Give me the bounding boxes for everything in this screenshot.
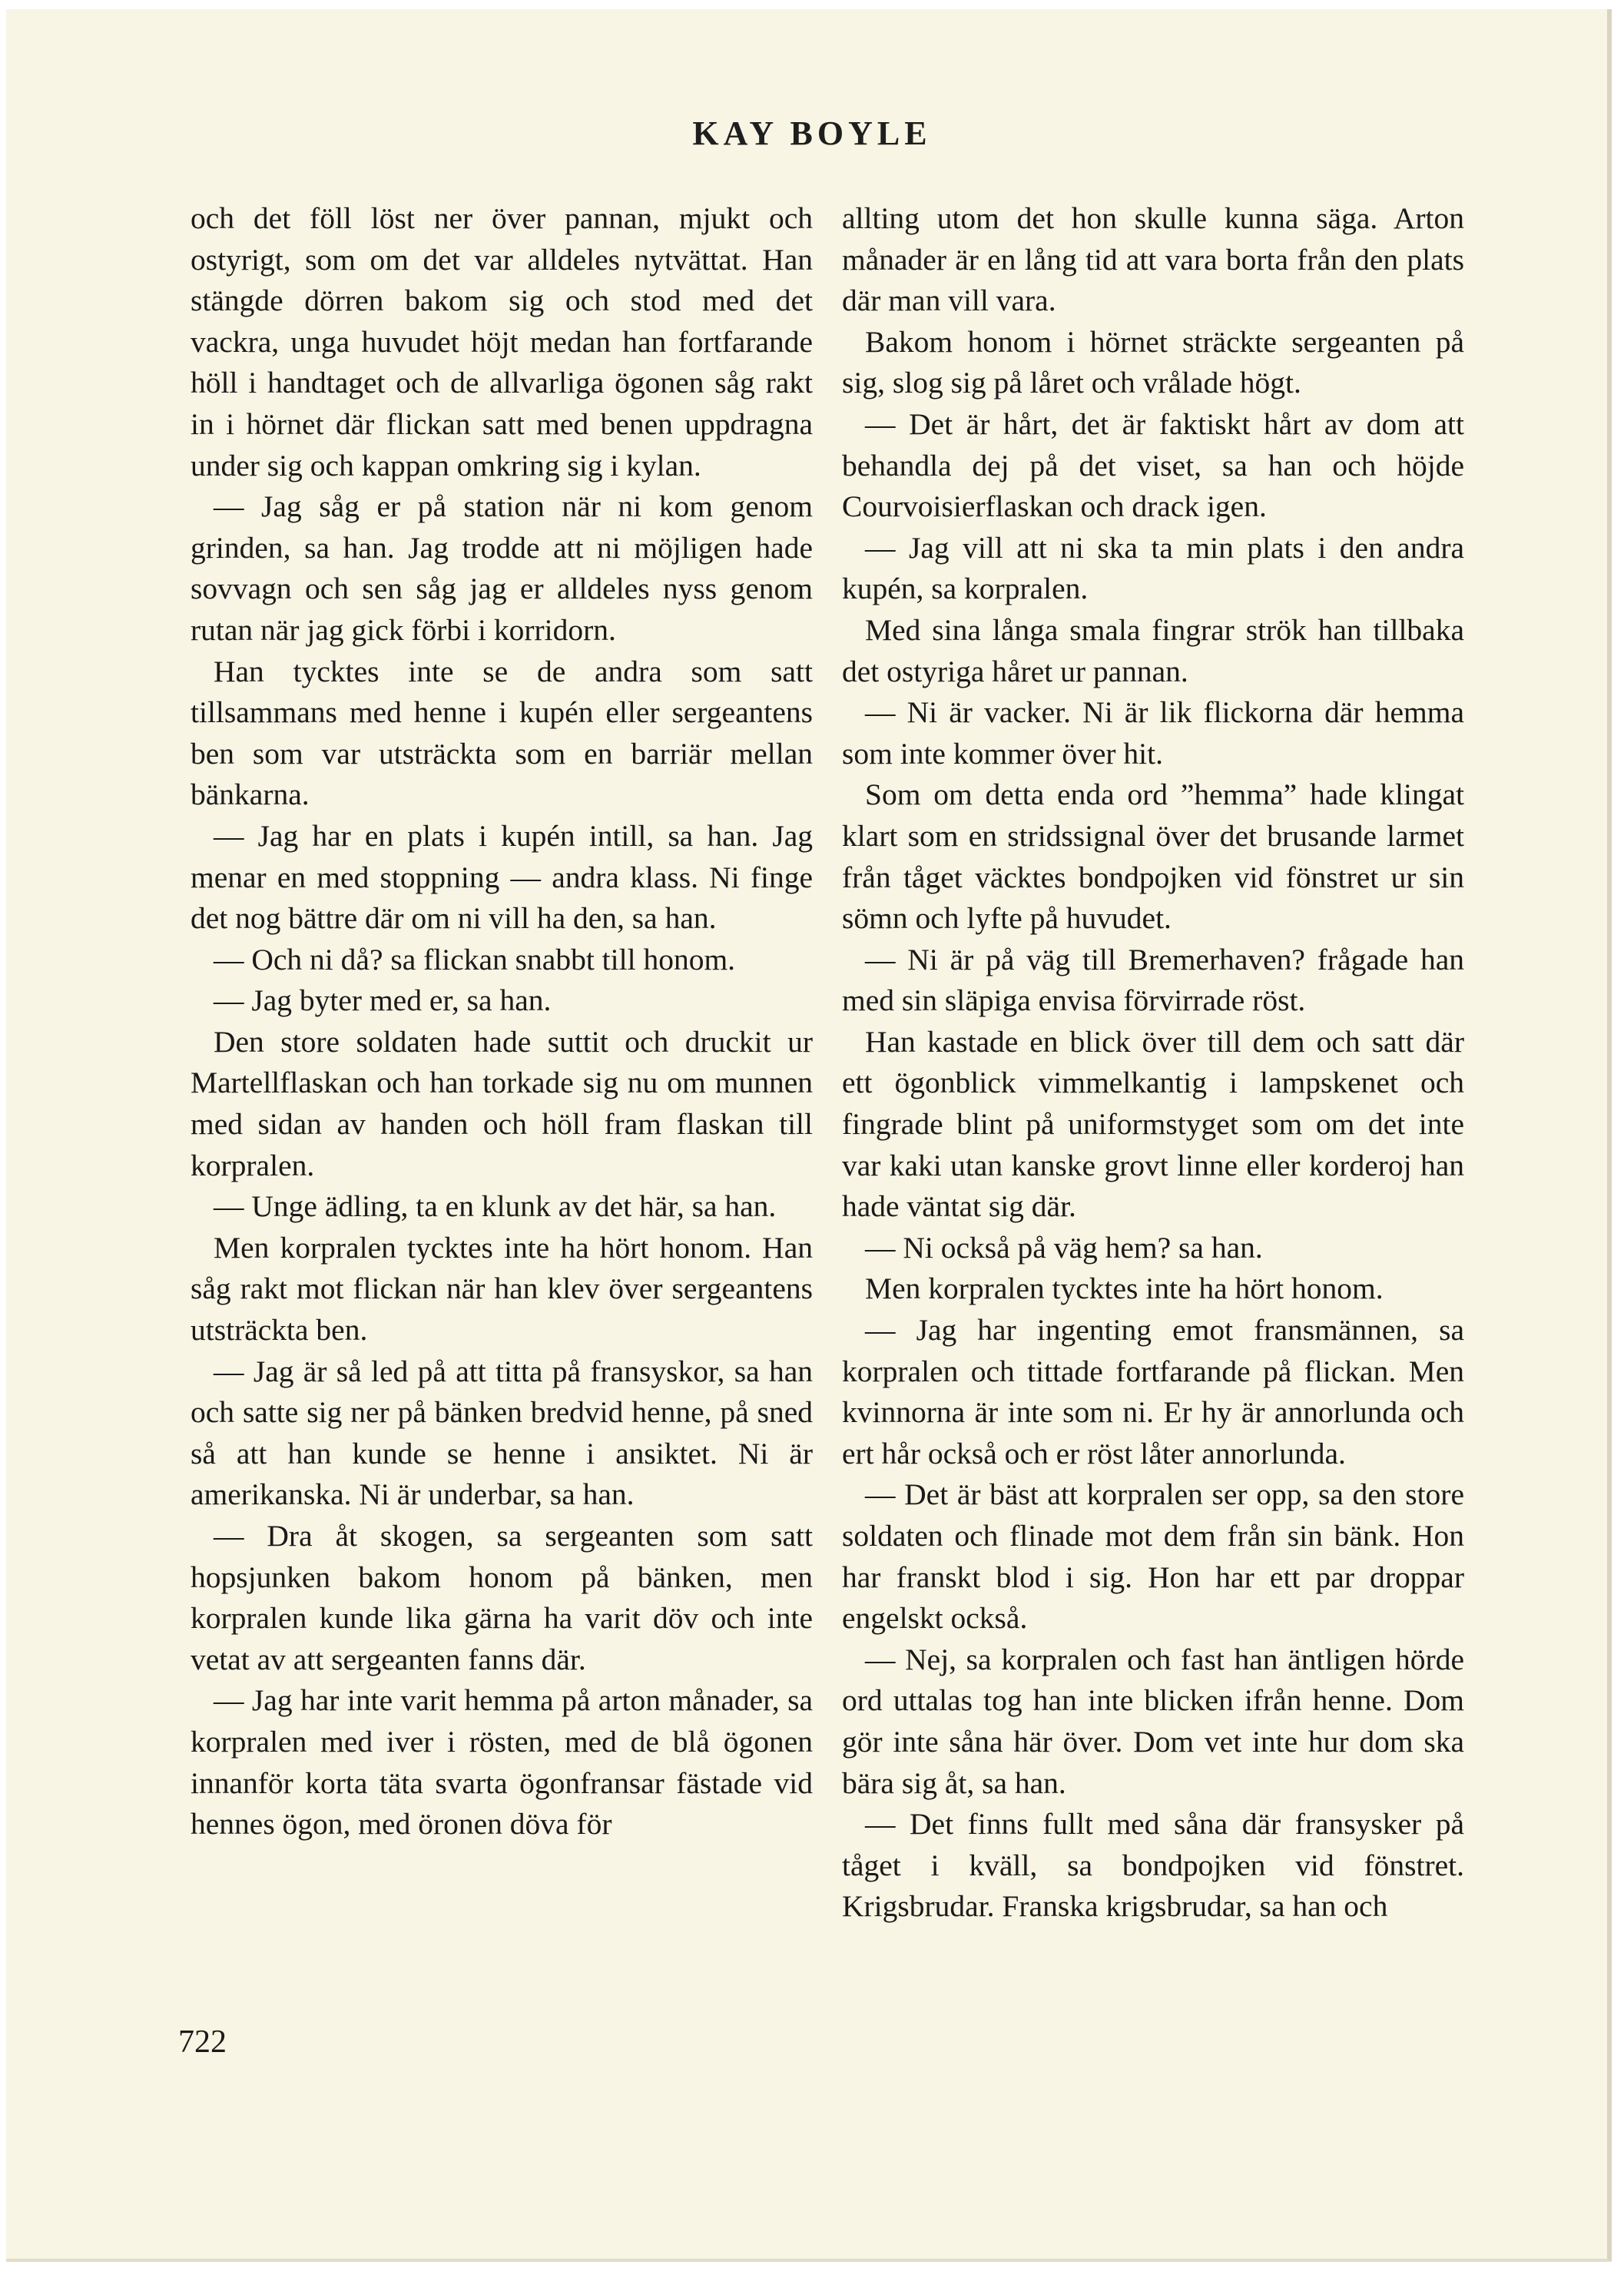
paragraph: — Nej, sa korpralen och fast han äntligen hörde ord uttalas tog han inte blicken ifrån henne. Dom gör inte såna här över. Dom vet inte hur dom ska bära sig åt, sa han. (842, 1642, 1464, 1800)
paragraph: — Och ni då? sa flickan snabbt till honom. (214, 942, 736, 976)
paragraph: — Det är hårt, det är faktiskt hårt av dom att behandla dej på det viset, sa han och höjde Courvoisierflaskan och drack igen. (842, 406, 1464, 524)
paragraph: — Ni är på väg till Bremerhaven? frågade han med sin släpiga envisa förvirrade röst. (842, 942, 1464, 1018)
paragraph: — Ni också på väg hem? sa han. (865, 1230, 1263, 1265)
paragraph: Men korpralen tycktes inte ha hört honom. (865, 1271, 1384, 1306)
paragraph: — Det är bäst att korpralen ser opp, sa den store soldaten och flinade mot dem från sin bänk. Hon har franskt blod i sig. Hon har ett par droppar engelskt också. (842, 1477, 1464, 1636)
paragraph: Med sina långa smala fingrar strök han tillbaka det ostyriga håret ur pannan. (842, 612, 1464, 688)
page-number: 722 (178, 2024, 227, 2060)
paragraph: — Jag har inte varit hemma på arton månader, sa korpralen med iver i rösten, med de blå ögonen innanför korta täta svarta ögonfransar fästade vid hennes ögon, med öronen döva för (191, 1683, 813, 1842)
paragraph: Bakom honom i hörnet sträckte sergeanten på sig, slog sig på låret och vrålade högt. (842, 324, 1464, 400)
paragraph: — Jag har en plats i kupén intill, sa han. Jag menar en med stoppning — andra klass. Ni finge det nog bättre där om ni vill ha den, sa han. (191, 818, 813, 936)
paragraph: allting utom det hon skulle kunna säga. Arton månader är en lång tid att vara borta från den plats där man vill vara. (842, 201, 1464, 318)
paragraph: Han tycktes inte se de andra som satt tillsammans med henne i kupén eller sergeantens ben som var utsträckta som en barriär mellan bänkarna. (191, 654, 813, 812)
right-text-column (842, 198, 1464, 1928)
paragraph: — Jag byter med er, sa han. (214, 983, 552, 1018)
paragraph: Den store soldaten hade suttit och druckit ur Martellflaskan och han torkade sig nu om munnen med sidan av handen och höll fram flaskan till korpralen. (191, 1024, 813, 1182)
paragraph: — Jag såg er på station när ni kom genom grinden, sa han. Jag trodde att ni möjligen hade sovvagn och sen såg jag er alldeles nyss genom rutan när jag gick förbi i korridorn. (191, 489, 813, 647)
running-head: KAY BOYLE (692, 114, 932, 152)
left-text-column (191, 198, 813, 1845)
paragraph: — Ni är vacker. Ni är lik flickorna där hemma som inte kommer över hit. (842, 695, 1464, 771)
paragraph: — Det finns fullt med såna där fransysker på tåget i kväll, sa bondpojken vid fönstret. Krigsbrudar. Franska krigsbrudar, sa han och (842, 1807, 1464, 1924)
paragraph: Som om detta enda ord ”hemma” hade klingat klart som en stridssignal över det brusande larmet från tåget väcktes bondpojken vid fönstret ur sin sömn och lyfte på huvudet. (842, 777, 1464, 936)
paragraph: — Jag är så led på att titta på fransyskor, sa han och satte sig ner på bänken bredvid henne, på sned så att han kunde se henne i ansiktet. Ni är amerikanska. Ni är underbar, sa han. (191, 1354, 813, 1512)
paragraph: — Unge ädling, ta en klunk av det här, sa han. (214, 1189, 777, 1224)
paragraph: — Jag vill att ni ska ta min plats i den andra kupén, sa korpralen. (842, 530, 1464, 606)
paragraph: Men korpralen tycktes inte ha hört honom. Han såg rakt mot flickan när han klev över sergeantens utsträckta ben. (191, 1230, 813, 1348)
paragraph: och det föll löst ner över pannan, mjukt och ostyrigt, som om det var alldeles nytvättat. Han stängde dörren bakom sig och stod med det vackra, unga huvudet höjt medan han fortfarande höll i handtaget och de allvarliga ögonen såg rakt in i hörnet där flickan satt med benen uppdragna under sig och kappan omkring sig i kylan. (191, 201, 813, 482)
paragraph: — Dra åt skogen, sa sergeanten som satt hopsjunken bakom honom på bänken, men korpralen kunde lika gärna ha varit döv och inte vetat av att sergeanten fanns där. (191, 1519, 813, 1676)
paragraph: — Jag har ingenting emot fransmännen, sa korpralen och tittade fortfarande på flickan. Men kvinnorna är inte som ni. Er hy är annorlunda och ert hår också och er röst låter annorlunda. (842, 1313, 1464, 1470)
paragraph: Han kastade en blick över till dem och satt där ett ögonblick vimmelkantig i lampskenet och fingrade blint på uniformstyget som om det inte var kaki utan kanske grovt linne eller korderoj han hade väntat sig där. (842, 1024, 1464, 1224)
